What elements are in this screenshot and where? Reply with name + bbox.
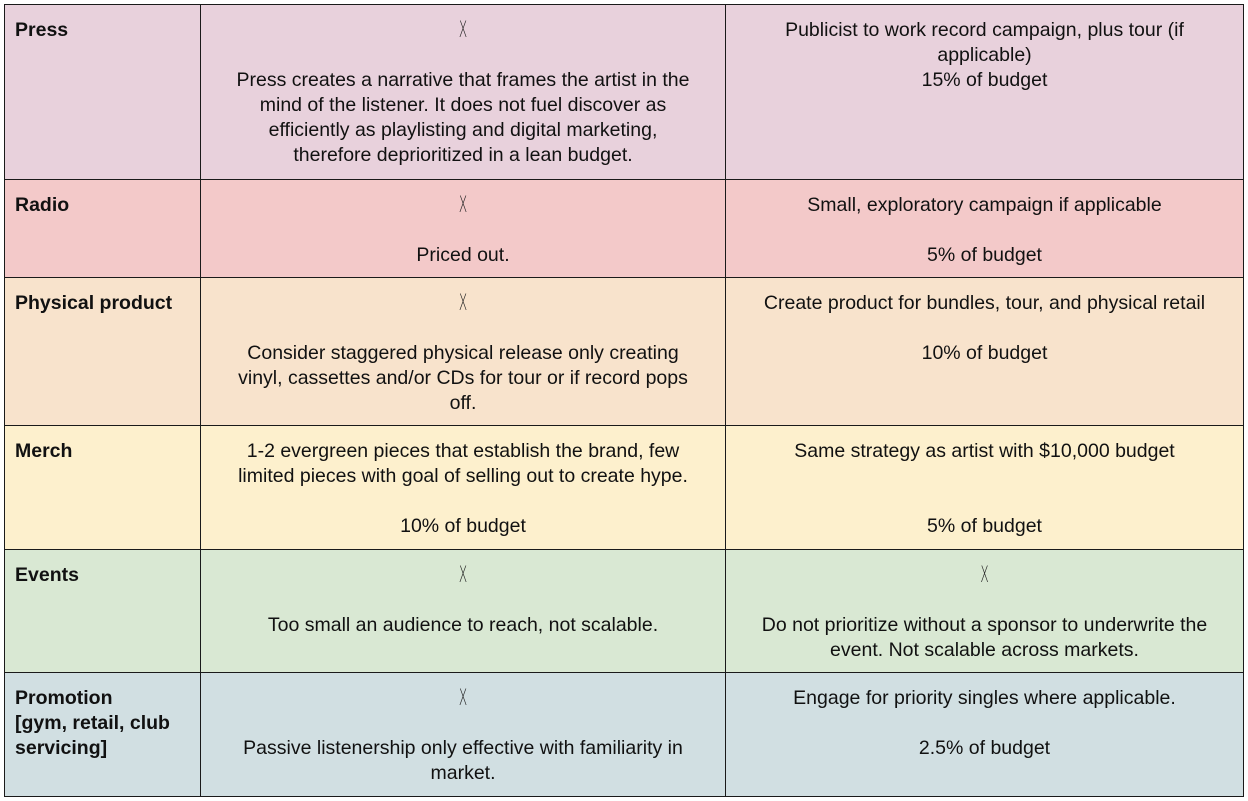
row-label-promotion xyxy=(5,673,201,797)
cell-promotion-col3 xyxy=(726,673,1244,797)
budget-percent: 10% of budget xyxy=(921,342,1048,364)
row-label-press xyxy=(5,5,201,180)
row-label-physical-product xyxy=(5,278,201,426)
cell-text: Small, exploratory campaign if applicable xyxy=(807,194,1162,216)
budget-percent: 2.5% of budget xyxy=(918,737,1051,759)
x-mark-icon: X xyxy=(458,291,468,316)
row-label-merch xyxy=(5,426,201,550)
cell-text: efficiently as playlisting and digital marketing, xyxy=(268,119,658,141)
cell-text: Priced out. xyxy=(416,244,510,266)
row-label-text: Promotion xyxy=(15,687,113,709)
cell-radio-col2 xyxy=(201,180,726,278)
cell-merch-col3 xyxy=(726,426,1244,550)
row-label-text: Press xyxy=(15,19,69,41)
cell-press-col3 xyxy=(726,5,1244,180)
cell-events-col3 xyxy=(726,550,1244,673)
x-mark-icon: X xyxy=(458,563,468,588)
cell-text: Same strategy as artist with $10,000 budget xyxy=(794,440,1175,462)
cell-text: Publicist to work record campaign, plus tour (if xyxy=(785,19,1184,41)
cell-text: Too small an audience to reach, not scalable. xyxy=(267,614,659,636)
table-row-promotion xyxy=(5,673,1244,797)
budget-percent: 5% of budget xyxy=(927,515,1042,537)
table-row-press xyxy=(5,5,1244,180)
cell-text: market. xyxy=(430,762,496,784)
cell-text: limited pieces with goal of selling out to create hype. xyxy=(238,465,688,487)
budget-percent: 10% of budget xyxy=(400,515,526,537)
cell-text: Passive listenership only effective with familiarity in xyxy=(243,737,683,759)
cell-physical-col3 xyxy=(726,278,1244,426)
row-label-text: Physical product xyxy=(15,292,173,314)
cell-text: event. Not scalable across markets. xyxy=(830,639,1139,661)
cell-press-col2 xyxy=(201,5,726,180)
x-mark-icon: X xyxy=(458,18,468,43)
cell-text: therefore deprioritized in a lean budget. xyxy=(293,144,633,166)
row-label-events xyxy=(5,550,201,673)
cell-text: mind of the listener. It does not fuel discover as xyxy=(259,94,667,116)
cell-text: applicable) xyxy=(937,44,1032,66)
row-label-text: [gym, retail, club xyxy=(15,712,170,734)
cell-text: off. xyxy=(449,392,477,414)
cell-text: Press creates a narrative that frames the artist in the xyxy=(236,69,690,91)
cell-merch-col2 xyxy=(201,426,726,550)
cell-physical-col2 xyxy=(201,278,726,426)
cell-promotion-col2 xyxy=(201,673,726,797)
row-label-text: Radio xyxy=(15,194,70,216)
cell-radio-col3 xyxy=(726,180,1244,278)
cell-text: Do not prioritize without a sponsor to underwrite the xyxy=(761,614,1208,636)
x-mark-icon: X xyxy=(458,193,468,218)
table-row-radio xyxy=(5,180,1244,278)
cell-text: Consider staggered physical release only creating xyxy=(247,342,679,364)
row-label-radio xyxy=(5,180,201,278)
table-row-merch xyxy=(5,426,1244,550)
table-row-events xyxy=(5,550,1244,673)
table-row-physical-product xyxy=(5,278,1244,426)
cell-text: 1-2 evergreen pieces that establish the brand, few xyxy=(246,440,680,462)
budget-percent: 5% of budget xyxy=(927,244,1042,266)
budget-percent: 15% of budget xyxy=(921,69,1048,91)
row-label-text: Merch xyxy=(15,440,73,462)
cell-text: vinyl, cassettes and/or CDs for tour or if record pops xyxy=(238,367,688,389)
x-mark-icon: X xyxy=(458,686,468,711)
cell-events-col2 xyxy=(201,550,726,673)
row-label-text: servicing] xyxy=(15,737,108,759)
cell-text: Create product for bundles, tour, and physical retail xyxy=(763,292,1206,314)
strategy-table xyxy=(4,4,1244,797)
row-label-text: Events xyxy=(15,564,79,586)
budget-strategy-table xyxy=(4,4,1243,796)
cell-text: Engage for priority singles where applicable. xyxy=(793,687,1176,709)
x-mark-icon: X xyxy=(980,563,989,588)
